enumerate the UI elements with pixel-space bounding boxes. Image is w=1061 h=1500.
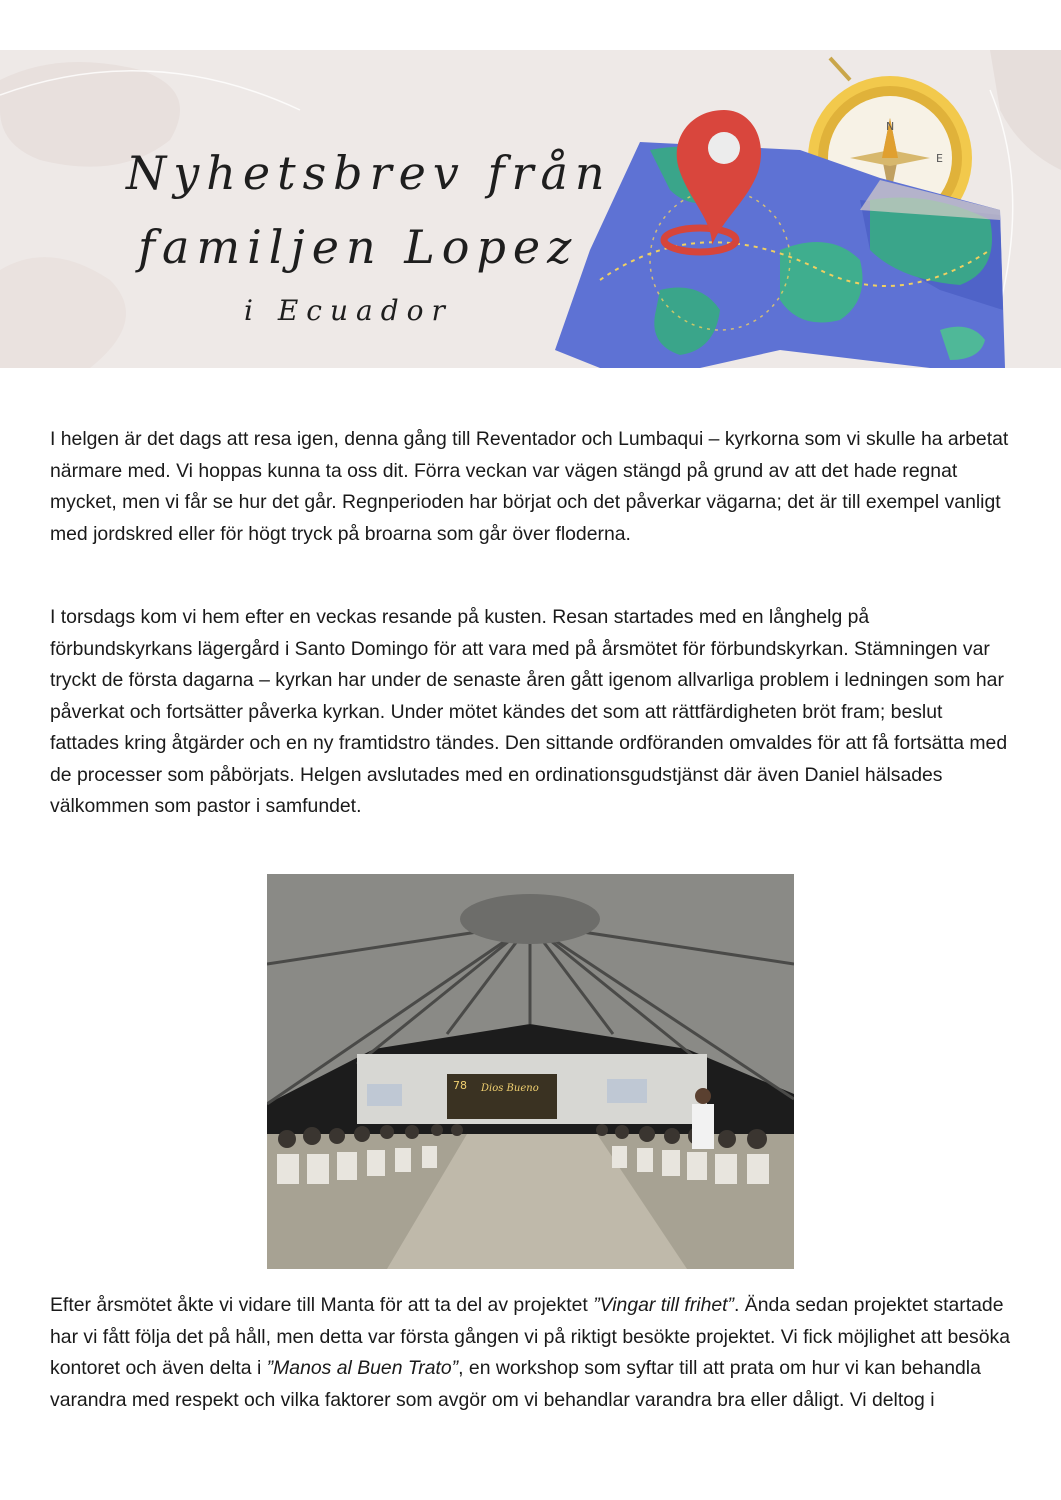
stage-banner-text: Dios Bueno bbox=[481, 1083, 539, 1094]
paragraph-3 bbox=[50, 1290, 1015, 1416]
paragraph-3-text-b: . Ända sedan projektet startade har vi fått följa det på håll, men detta var första gången vi på riktigt besökte projektet. Vi fick möjlighet att besöka kontoret och även delta i bbox=[50, 1294, 1010, 1379]
paragraph-3-text-a: Efter årsmötet åkte vi vidare till Manta för att ta del av projektet bbox=[50, 1294, 594, 1316]
header-banner bbox=[0, 50, 1061, 368]
compass-e-label: E bbox=[936, 152, 943, 165]
project-name-vingar: ”Vingar till frihet” bbox=[593, 1294, 734, 1316]
newsletter-title-line1: Nyhetsbrev från bbox=[126, 146, 612, 200]
newsletter-title-line2: familjen Lopez bbox=[138, 220, 579, 274]
paragraph-1: I helgen är det dags att resa igen, denna gång till Reventador och Lumbaqui – kyrkorna som vi skulle ha arbetat närmare med. Vi hoppas kunna ta oss dit. Förra veckan var vägen stängd på grund av att det hade regnat mycket, men vi får se hur det går. Regnperioden har börjat och det påverkar vägarna; det är till exempel vanligt med jordskred eller för högt tryck på broarna som går över floderna. bbox=[50, 428, 1009, 545]
workshop-name-manos: ”Manos al Buen Trato” bbox=[266, 1357, 459, 1379]
church-meeting-photo bbox=[267, 874, 794, 1269]
map-compass-illustration bbox=[0, 50, 1061, 368]
paragraph-2: I torsdags kom vi hem efter en veckas resande på kusten. Resan startades med en långhelg på förbundskyrkans lägergård i Santo Domingo för att vara med på årsmötet för förbundskyrkan. Stämningen var tryckt de första dagarna – kyrkan har under de senaste åren gått igenom allvarliga problem i ledningen som har påverkat och fortsätter påverka kyrkan. Under mötet kändes det som att rättfärdigheten bröt fram; beslut fattades kring åtgärder och en ny framtidstro tändes. Den sittande ordföranden omvaldes för att få fortsätta med de processer som påbörjats. Helgen avslutades med en ordinationsgudstjänst där även Daniel hälsades välkommen som pastor i samfundet. bbox=[50, 606, 1008, 817]
compass-n-label: N bbox=[886, 120, 895, 133]
newsletter-title-line3: i Ecuador bbox=[244, 294, 453, 327]
stage-number: 78 bbox=[453, 1079, 467, 1092]
paragraph-3-text-c: , en workshop som syftar till att prata om hur vi kan behandla varandra med respekt och vilka faktorer som avgör om vi behandlar varandra bra eller dåligt. Vi deltog i bbox=[50, 1357, 981, 1411]
